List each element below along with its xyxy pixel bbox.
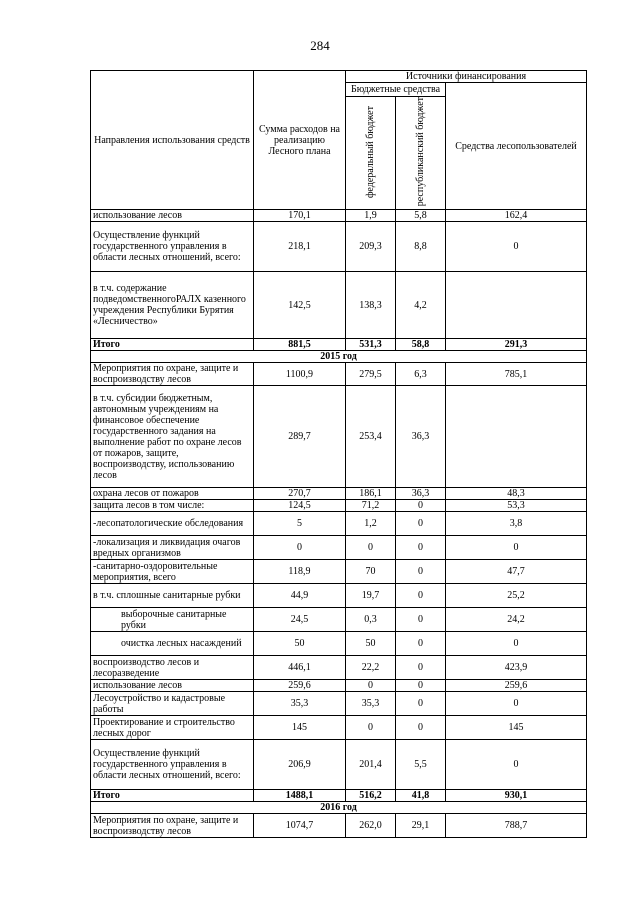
budget-table (90, 70, 587, 838)
table-row: в т.ч. сплошные санитарные рубки 44,9 19,7 0 25,2 (91, 584, 587, 608)
header-federal: федеральный бюджет (346, 97, 396, 210)
year-row-2015: 2015 год (91, 351, 587, 363)
table-row: Мероприятия по охране, защите и воспроизводству лесов 1100,9 279,5 6,3 785,1 (91, 363, 587, 386)
table-row: в т.ч. содержание подведомственногоРАЛХ казенного учреждения Республики Бурятия «Лесничество» 142,5 138,3 4,2 (91, 272, 587, 339)
year-row-2016: 2016 год (91, 802, 587, 814)
table-row: -лесопатологические обследования 5 1,2 0 3,8 (91, 512, 587, 536)
table-row: очистка лесных насаждений 50 50 0 0 (91, 632, 587, 656)
table-row: Осуществление функций государственного управления в области лесных отношений, всего: 206,9 201,4 5,5 0 (91, 740, 587, 790)
table-row: Проектирование и строительство лесных дорог 145 0 0 145 (91, 716, 587, 740)
table-row: использование лесов 259,6 0 0 259,6 (91, 680, 587, 692)
header-forest-users: Средства лесопользователей (446, 83, 587, 210)
page-number: 284 (310, 38, 330, 53)
header-direction: Направления использования средств (91, 71, 254, 210)
table-row: выборочные санитарные рубки 24,5 0,3 0 24,2 (91, 608, 587, 632)
header-sources: Источники финансирования (346, 71, 587, 83)
header-republic: республиканский бюджет (396, 97, 446, 210)
header-sum: Сумма расходов на реализацию Лесного плана (254, 71, 346, 210)
table-row: охрана лесов от пожаров 270,7 186,1 36,3 48,3 (91, 488, 587, 500)
total-row: Итого 881,5 531,3 58,8 291,3 (91, 339, 587, 351)
table-row: использование лесов 170,1 1,9 5,8 162,4 (91, 210, 587, 222)
header-budget: Бюджетные средства (346, 83, 446, 97)
table-row: защита лесов в том числе: 124,5 71,2 0 53,3 (91, 500, 587, 512)
table-row: -локализация и ликвидация очагов вредных организмов 0 0 0 0 (91, 536, 587, 560)
table-row: воспроизводство лесов и лесоразведение 446,1 22,2 0 423,9 (91, 656, 587, 680)
table-row: Мероприятия по охране, защите и воспроизводству лесов 1074,7 262,0 29,1 788,7 (91, 814, 587, 838)
table-row: -санитарно-оздоровительные мероприятия, всего 118,9 70 0 47,7 (91, 560, 587, 584)
total-row: Итого 1488,1 516,2 41,8 930,1 (91, 790, 587, 802)
table-row: Лесоустройство и кадастровые работы 35,3 35,3 0 0 (91, 692, 587, 716)
table-row: Осуществление функций государственного управления в области лесных отношений, всего: 218,1 209,3 8,8 0 (91, 222, 587, 272)
table-row: в т.ч. субсидии бюджетным, автономным учреждениям на финансовое обеспечение государственного задания на выполнение работ по охране лесов от пожаров, защите, воспроизводству, использованию лесов 289,7 253,4 36,3 (91, 386, 587, 488)
